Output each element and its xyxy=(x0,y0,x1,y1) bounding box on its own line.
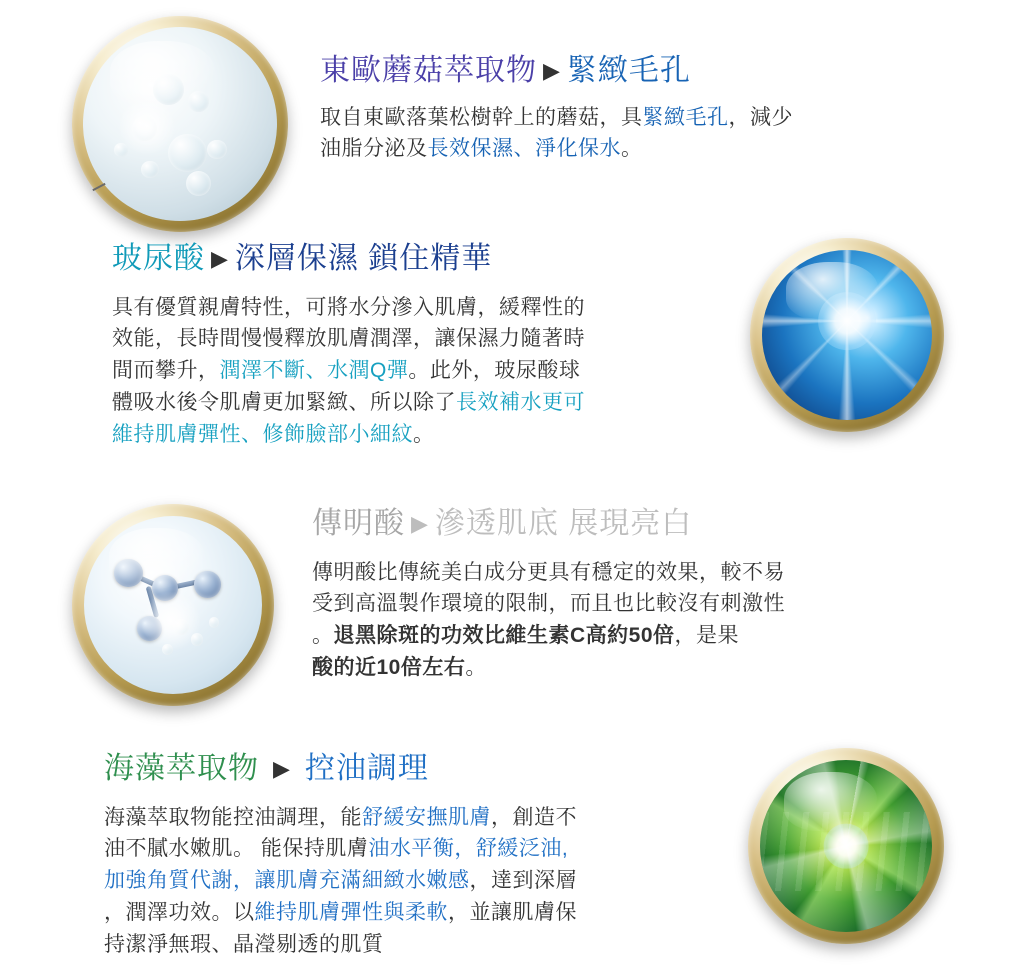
text-run: 受到高溫製作環境的限制，而且也比較沒有刺激性 xyxy=(312,592,785,616)
section-body-hyaluronic-acid xyxy=(112,292,752,452)
text-run: ，達到深層 xyxy=(469,869,577,893)
section-tranexamic-acid xyxy=(312,505,952,684)
body-line xyxy=(312,620,952,652)
text-run: 油不膩水嫩肌。 能保持肌膚 xyxy=(104,837,369,861)
mushroom-extract-orb xyxy=(72,16,288,232)
ingredient-benefit: 緊緻毛孔 xyxy=(566,54,691,87)
text-run: 傳明酸比傳統美白成分更具有穩定的效果，較不易 xyxy=(312,560,785,584)
orb-image-green-burst xyxy=(760,760,932,932)
ingredient-name: 傳明酸 xyxy=(312,507,405,540)
bubble-icon xyxy=(168,134,207,173)
body-line xyxy=(104,865,744,897)
body-line xyxy=(312,557,952,589)
body-line xyxy=(312,652,952,684)
text-run: 維持肌膚彈性與柔軟 xyxy=(254,901,448,925)
body-line xyxy=(112,355,752,387)
text-run: 維持肌膚彈性、修飾臉部小細紋 xyxy=(112,423,413,447)
orb-image-mushroom xyxy=(83,27,277,221)
text-run: 加強角質代謝，讓肌膚充滿細緻水嫩感 xyxy=(104,869,470,893)
text-run: 油脂分泌及 xyxy=(320,137,428,161)
body-line xyxy=(320,133,960,165)
arrow-icon: ▶ xyxy=(543,58,561,83)
text-run: 海藻萃取物能控油調理，能 xyxy=(104,805,362,829)
ingredient-benefit: 滲透肌底 展現亮白 xyxy=(434,507,693,540)
text-run: 效能，長時間慢慢釋放肌膚潤澤，讓保濕力隨著時 xyxy=(112,327,585,351)
text-run: 油水平衡，舒緩泛油, xyxy=(368,837,569,861)
body-line xyxy=(104,833,744,865)
sparkle-icon xyxy=(118,97,176,155)
body-line xyxy=(112,292,752,324)
bubble-icon xyxy=(188,91,209,112)
tranexamic-acid-orb xyxy=(72,504,274,706)
seaweed-extract-orb xyxy=(748,748,944,944)
ingredient-name: 東歐蘑菇萃取物 xyxy=(320,54,537,87)
section-mushroom xyxy=(320,52,960,165)
ingredient-benefit: 控油調理 xyxy=(304,752,429,785)
section-heading-tranexamic-acid xyxy=(312,505,952,543)
text-run: 。此外，玻尿酸球 xyxy=(408,359,581,383)
text-run: ，是果 xyxy=(674,624,740,648)
orb-image-water-burst xyxy=(762,250,932,420)
text-run: 持潔淨無瑕、晶瀅剔透的肌質 xyxy=(104,933,384,957)
text-run: 退黑除斑的功效比維生素C高約50倍 xyxy=(333,624,675,648)
text-run: 酸的近10倍左右 xyxy=(312,656,466,680)
text-run: 。 xyxy=(413,423,435,447)
text-run: 。 xyxy=(312,624,334,648)
arrow-icon: ▶ xyxy=(211,246,229,271)
text-run: 。 xyxy=(621,137,643,161)
body-line xyxy=(312,588,952,620)
text-run: 潤澤不斷、水潤Q彈 xyxy=(219,359,409,383)
bubble-icon xyxy=(207,140,226,159)
text-run: 長效補水更可 xyxy=(456,391,585,415)
body-line xyxy=(320,102,960,134)
bubble-icon xyxy=(141,161,158,178)
section-heading-hyaluronic-acid xyxy=(112,240,752,278)
text-run: 。 xyxy=(465,656,487,680)
section-heading-mushroom xyxy=(320,52,960,90)
bubble-icon xyxy=(209,617,220,628)
text-run: ，減少 xyxy=(728,105,793,129)
arrow-icon: ▶ xyxy=(411,511,429,536)
section-body-tranexamic-acid xyxy=(312,557,952,685)
ingredient-name: 海藻萃取物 xyxy=(104,752,259,785)
light-core-icon xyxy=(818,292,876,350)
molecule-atom xyxy=(114,559,142,587)
section-hyaluronic-acid xyxy=(112,240,752,451)
text-run: 取自東歐落葉松樹幹上的蘑菇，具 xyxy=(320,105,643,129)
body-line xyxy=(104,802,744,834)
body-line xyxy=(112,387,752,419)
body-line xyxy=(104,897,744,929)
orb-image-molecule xyxy=(84,516,262,694)
text-run: 具有優質親膚特性，可將水分滲入肌膚，緩釋性的 xyxy=(112,295,585,319)
body-line xyxy=(112,419,752,451)
text-run: 舒緩安撫肌膚 xyxy=(362,805,491,829)
section-seaweed xyxy=(104,750,744,961)
body-line xyxy=(104,929,744,961)
text-run: ，潤澤功效。以 xyxy=(104,901,255,925)
text-run: 長效保濕、淨化保水 xyxy=(427,137,621,161)
section-heading-seaweed xyxy=(104,750,744,788)
ingredient-name: 玻尿酸 xyxy=(112,242,205,275)
text-run: ，創造不 xyxy=(491,805,577,829)
light-core-icon xyxy=(824,824,869,869)
section-body-seaweed xyxy=(104,802,744,962)
body-line xyxy=(112,323,752,355)
molecule-atom xyxy=(194,571,221,598)
bubble-icon xyxy=(186,171,211,196)
text-run: ，並讓肌膚保 xyxy=(448,901,577,925)
text-run: 體吸水後令肌膚更加緊緻、所以除了 xyxy=(112,391,456,415)
ingredient-benefit: 深層保濕 鎖住精華 xyxy=(234,242,493,275)
text-run: 間而攀升， xyxy=(112,359,220,383)
arrow-icon: ▶ xyxy=(273,756,291,781)
text-run: 緊緻毛孔 xyxy=(642,105,729,129)
section-body-mushroom xyxy=(320,102,960,166)
hyaluronic-acid-orb xyxy=(750,238,944,432)
